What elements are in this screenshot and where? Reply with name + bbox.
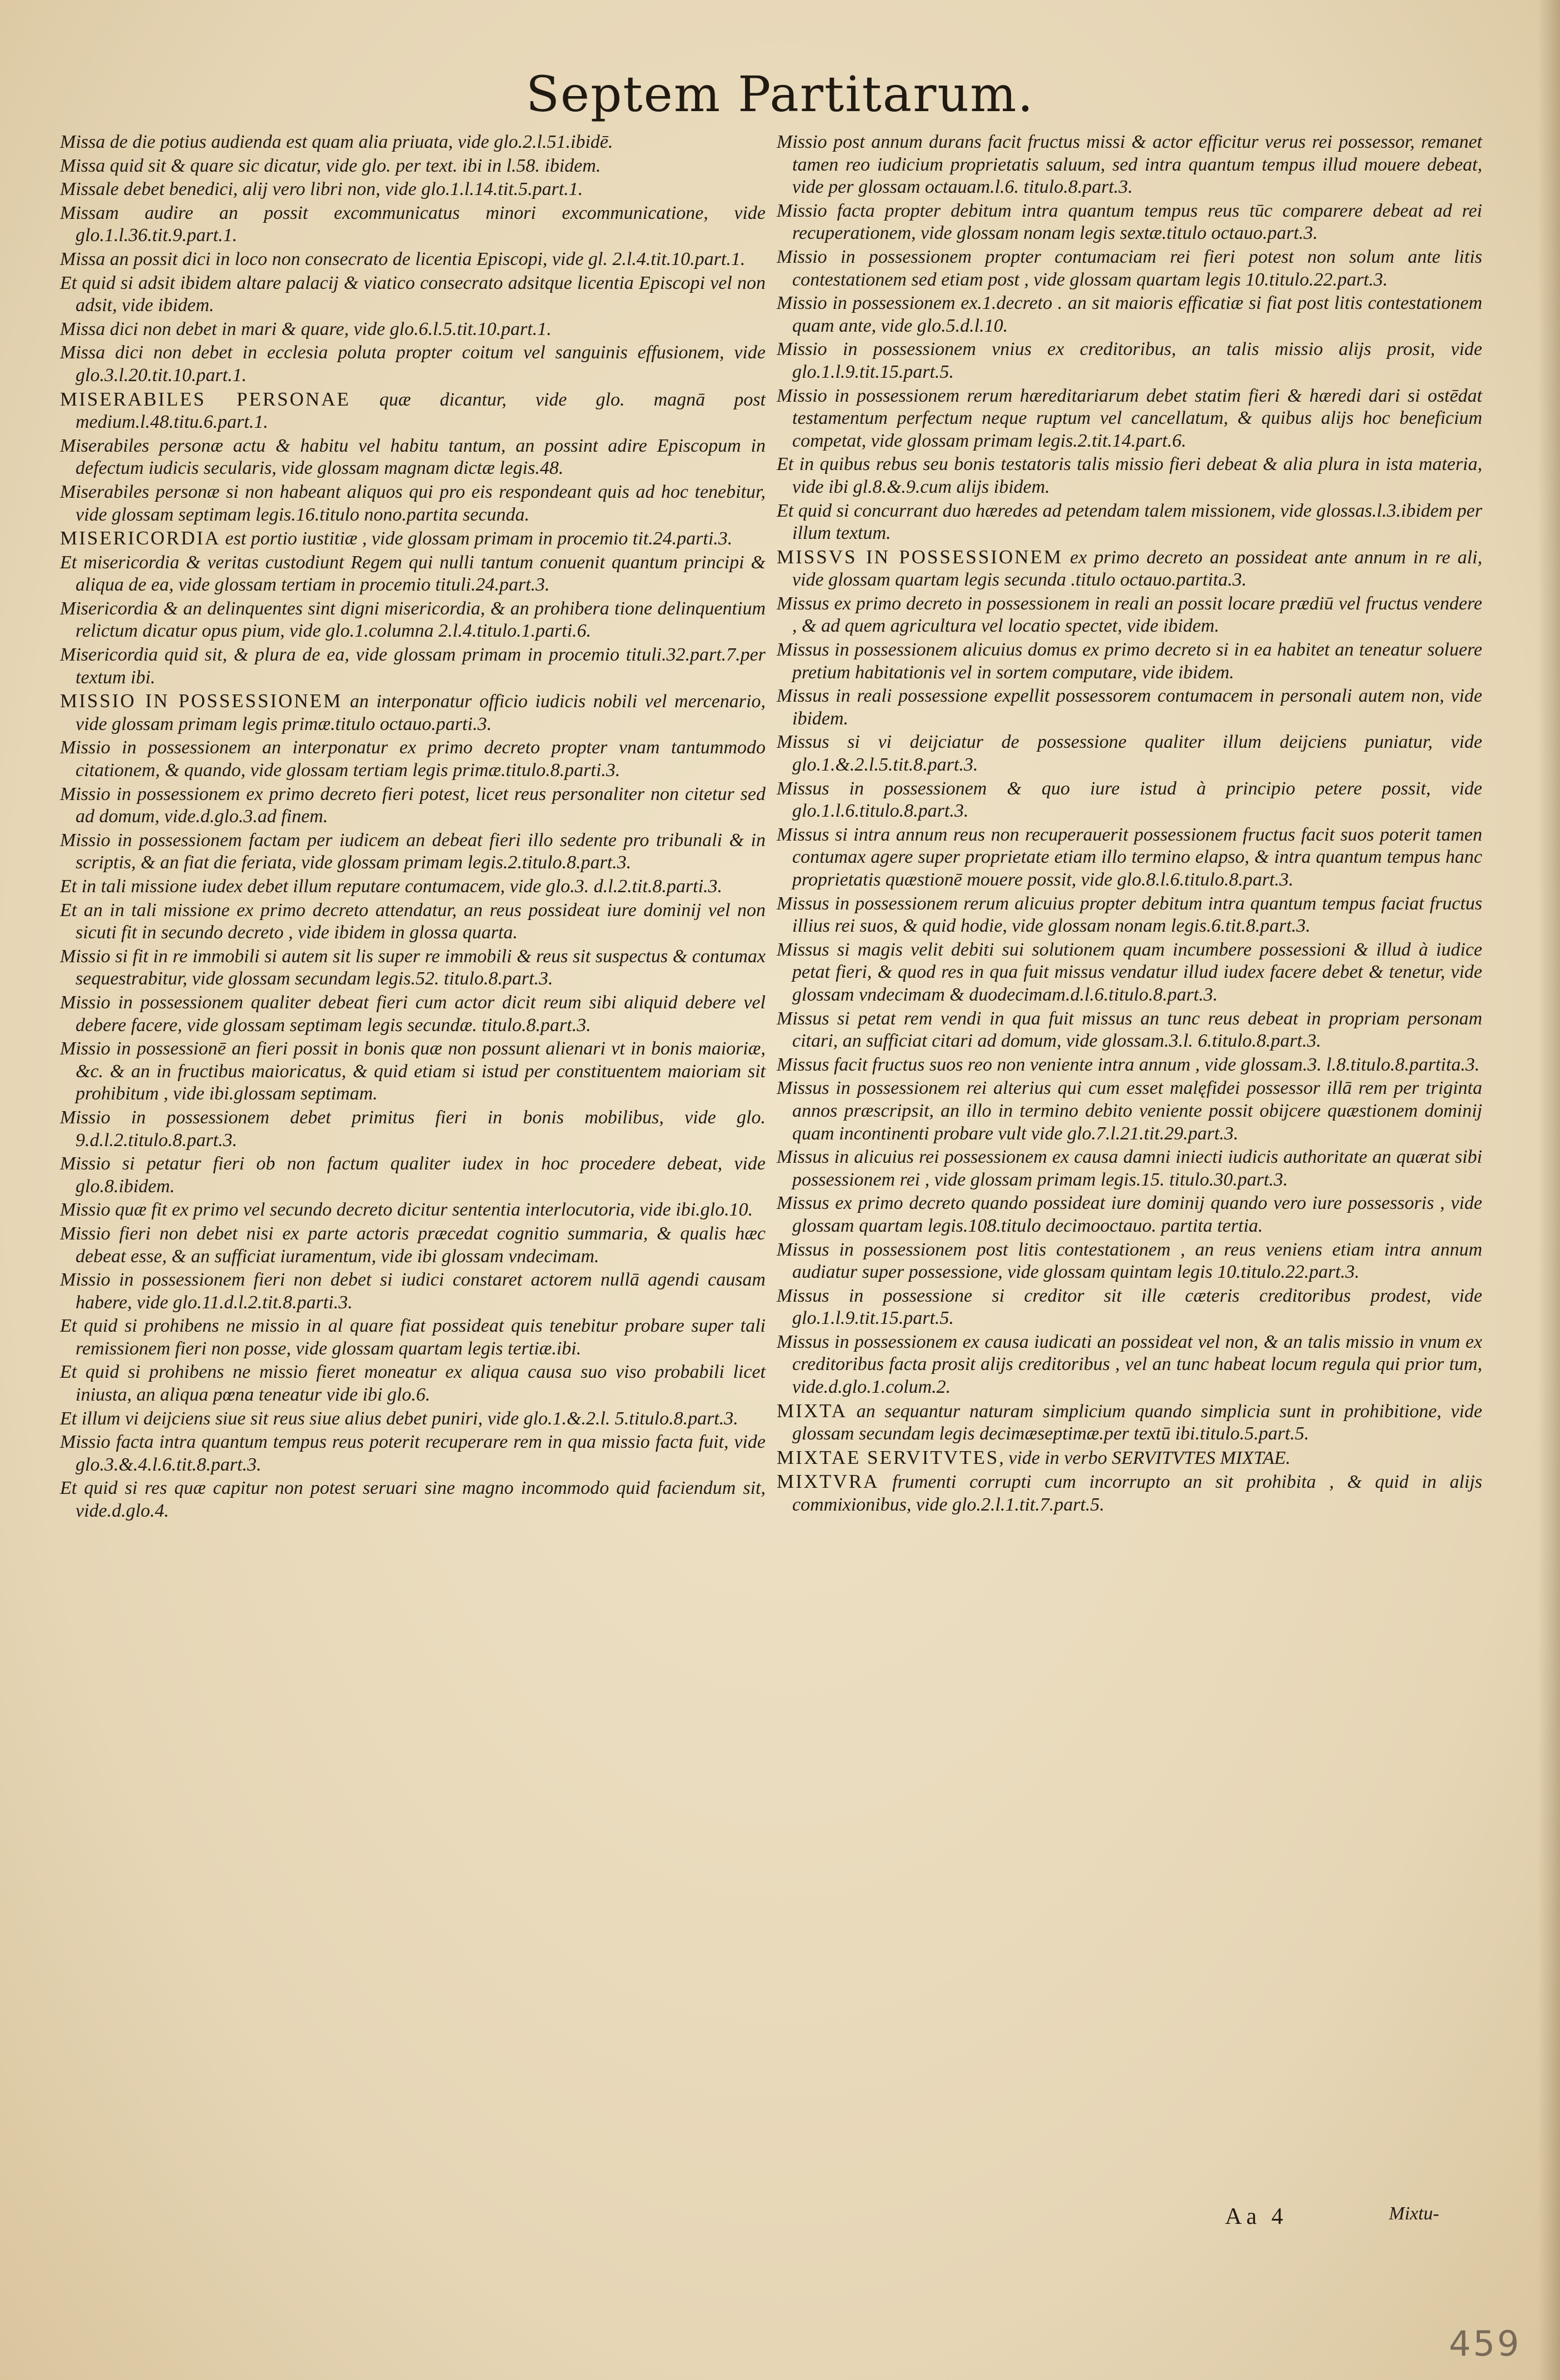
index-entry [60,737,766,782]
entry-text: Missio si petatur fieri ob non factum qualiter iudex in hoc procedere debeat, vide glo.8.ibidem. [60,1153,766,1197]
entry-text: Missus facit fructus suos reo non veniente intra annum , vide glossam.3. l.8.titulo.8.partita.3. [777,1054,1480,1075]
index-entry [60,1223,766,1268]
entry-headword: MISSVS IN POSSESSIONEM [777,546,1063,568]
entry-text: Missus si vi deijciatur de possessione qualiter illum deijciens puniatur, vide glo.1.&.2.l.5.tit.8.part.3. [777,732,1482,776]
entry-text: Et quid si concurrant duo hæredes ad petendam talem missionem, vide glossas.l.3.ibidem per illum textum. [777,500,1482,544]
entry-text: Missio fieri non debet nisi ex parte actoris præcedat cognitio summaria, & qualis hæc debeat esse, & an sufficiat iuramentum, vide ibi glossam vndecimam. [60,1223,766,1267]
entry-text: Missus in possessionem & quo iure istud à principio petere possit, vide glo.1.l.6.titulo.8.part.3. [777,778,1482,822]
entry-text: Et illum vi deijciens siue sit reus siue alius debet puniri, vide glo.1.&.2.l. 5.titulo.8.part.3. [60,1408,738,1429]
index-entry [60,342,766,387]
entry-text: Missus in possessionem rerum alicuius propter debitum intra quantum tempus faciat fructus illius rei suos, & quid hodie, vide glossam nonam legis.6.tit.8.part.3. [777,893,1482,937]
index-entry [777,200,1482,245]
index-entry [60,644,766,689]
entry-headword: MIXTAE SERVITVTES [777,1446,999,1468]
right-column [777,131,1482,1518]
index-entry [60,481,766,526]
entry-text: an interponatur officio iudicis nobili vel mercenario, vide glossam primam legis primæ.titulo octauo.parti.3. [76,691,766,734]
entry-text: Missio si fit in re immobili si autem sit lis super re immobili & reus sit suspectus & contumax sequestrabitur, vide glossam secundam legis.52. titulo.8.part.3. [60,946,766,989]
entry-text: Et quid si res quæ capitur non potest seruari sine magno incommodo quid faciendum sit, vide.d.glo.4. [60,1478,766,1522]
index-entry [777,1400,1482,1446]
entry-text: Missus si petat rem vendi in qua fuit missus an tunc reus debeat in propriam personam citari, an sufficiat citari ad domum, vide glossam.3.l. 6.titulo.8.part.3. [777,1008,1482,1052]
index-entry [60,202,766,247]
index-entry [777,292,1482,337]
entry-text: Et quid si prohibens ne missio fieret moneatur ex aliqua causa suo viso probabili licet iniusta, an aliqua pœna teneatur vide ibi glo.6. [60,1362,766,1406]
entry-text: Missio facta intra quantum tempus reus poterit recuperare rem in qua missio facta fuit, vide glo.3.&.4.l.6.tit.8.part.3. [60,1432,766,1475]
entry-headword: MIXTVRA [777,1471,879,1493]
entry-text: Missa an possit dici in loco non consecrato de licentia Episcopi, vide gl. 2.l.4.tit.10.part.1. [60,248,746,269]
index-entry [777,246,1482,291]
entry-text: Missale debet benedici, alij vero libri non, vide glo.1.l.14.tit.5.part.1. [60,179,583,200]
index-entry [60,899,766,944]
entry-text: Missus in possessionem rei alterius qui cum esset malęfidei possessor illā rem per triginta annos præscripsit, an illo in termino debito veniente possit obijcere quæstionem dominij quam incontinenti probare vult vide glo.7.l.21.tit.29.part.3. [777,1078,1482,1144]
running-head: Septem Partitarum. [526,66,1034,123]
entry-text: Missus si magis velit debiti sui solutionem quam incumbere possessioni & illud à iudice petat fieri, & quod res in qua fuit missus vendatur illud iudex facere debet & tenetur, vide glossam vndecimam & duodecimam.d.l.6.titulo.8.part.3. [777,939,1482,1005]
index-entry [777,939,1482,1007]
index-entry [60,1361,766,1406]
index-entry [60,1315,766,1360]
entry-headword: MISSIO IN POSSESSIONEM [60,690,343,712]
index-entry [777,1192,1482,1237]
entry-text: Missus in possessionem post litis contestationem , an reus veniens etiam intra annum audiatur super possessione, vide glossam quintam legis 10.titulo.22.part.3. [777,1239,1482,1283]
entry-text: Et quid si adsit ibidem altare palacij & viatico consecrato adsitque licentia Episcopi vel non adsit, vide ibidem. [60,272,766,316]
entry-text: Missio facta propter debitum intra quantum tempus reus tūc comparere debeat ad rei recuperationem, vide glossam nonam legis sextæ.titulo octauo.part.3. [777,200,1482,244]
entry-text: Miserabiles personæ actu & habitu vel habitu tantum, an possint adire Episcopum in defectum iudicis secularis, vide glossam magnam dictæ legis.48. [60,435,766,479]
index-entry [60,690,766,736]
entry-text: Missus ex primo decreto quando possideat iure dominij quando vero iure possessoris , vide glossam quartam legis.108.titulo decimooctauo. partita tertia. [777,1193,1482,1236]
index-entry [777,500,1482,545]
entry-text: Miserabiles personæ si non habeant aliquos qui pro eis respondeant quis ad hoc tenebitur, vide glossam septimam legis.16.titulo nono.partita secunda. [60,481,766,525]
entry-text: Missio in possessionem propter contumaciam rei fieri potest non solum ante litis contestationem sed etiam post , vide glossam quartam legis 10.titulo.22.part.3. [777,246,1482,290]
entry-text: Missus in possessione si creditor sit ille cæteris creditoribus prodest, vide glo.1.l.9.tit.15.part.5. [777,1285,1482,1329]
index-entry [777,1447,1482,1470]
index-entry [60,552,766,597]
index-entry [60,946,766,991]
entry-text: est portio iustitiæ , vide glossam primam in procemio tit.24.parti.3. [220,528,733,549]
entry-text: Missus in possessionem ex causa iudicati an possideat vel non, & an talis missio in vnum ex creditoribus facta prosit alijs creditoribus , vel an tunc habeat locum regula qui prior tum, vide.d.glo.1.colum.2. [777,1331,1482,1398]
entry-text: Missio in possessionem fieri non debet si iudici constaret actorem nullā agendi causam habere, vide glo.11.d.l.2.tit.8.parti.3. [60,1269,766,1313]
index-entry [60,388,766,434]
index-entry [60,1269,766,1314]
entry-text: Missio in possessionem ex primo decreto fieri potest, licet reus personaliter non citetur sed ad domum, vide.d.glo.3.ad finem. [60,783,766,827]
index-entry [60,1107,766,1152]
entry-text: Missa dici non debet in mari & quare, vide glo.6.l.5.tit.10.part.1. [60,318,552,339]
entry-text: Missio in possessionem factam per iudicem an debeat fieri illo sedente pro tribunali & in scriptis, & an fiat die feriata, vide glossam primam legis.2.titulo.8.part.3. [60,829,766,873]
index-entry [60,435,766,480]
index-entry [60,829,766,874]
index-entry [777,824,1482,892]
entry-text: Missio in possessionem vnius ex creditoribus, an talis missio alijs prosit, vide glo.1.l.9.tit.15.part.5. [777,339,1482,382]
index-entry [777,453,1482,498]
entry-text: Missio in possessionem rerum hæreditariarum debet statim fieri & hæredi dari si ostēdat testamentum perfectum neque ruptum vel cancellatum, & quibus alijs hoc beneficium competat, vide glossam primam legis.2.tit.14.part.6. [777,385,1482,451]
catchword: Mixtu- [1389,2203,1439,2224]
index-entry [777,338,1482,383]
index-entry [60,527,766,551]
index-entry [60,783,766,828]
entry-text: Missus in reali possessione expellit possessorem contumacem in personali autem non, vide ibidem. [777,686,1482,729]
entry-headword: MIXTA [777,1399,847,1422]
entry-text: Misericordia & an delinquentes sint digni misericordia, & an prohibera tione delinquentium relictum dicatur opus pium, vide glo.1.columna 2.l.4.titulo.1.parti.6. [60,598,766,642]
entry-text: Missa dici non debet in ecclesia poluta propter coitum vel sanguinis effusionem, vide glo.3.l.20.tit.10.part.1. [60,342,766,386]
index-entry [777,731,1482,776]
index-entry [777,593,1482,638]
index-entry [777,1471,1482,1516]
index-entry [60,131,766,154]
entry-text: , vide in verbo SERVITVTES MIXTAE. [999,1447,1291,1468]
entry-text: Missus in alicuius rei possessionem ex causa damni iniecti iudicis authoritate an quærat sibi possessionem rei , vide glossam primam legis.15. titulo.30.part.3. [777,1147,1482,1190]
entry-headword: MISERICORDIA [60,527,221,549]
entry-text: Et an in tali missione ex primo decreto attendatur, an reus possideat iure dominij vel non sicuti fit in secundo decreto , vide ibidem in glossa quarta. [60,899,766,943]
index-entry [60,272,766,317]
index-entry [777,1077,1482,1145]
signature-mark: Aa 4 [1225,2204,1288,2229]
entry-text: Missus si intra annum reus non recuperauerit possessionem fructus facit suos poterit tamen contumax agere super proprietate etiam illo termino elapso, & intra quantum tempus hanc proprietatis quæstionē mouere possit, vide glo.8.l.6.titulo.8.part.3. [777,824,1482,890]
index-entry [777,131,1482,199]
index-entry [777,893,1482,938]
entry-text: Missa de die potius audienda est quam alia priuata, vide glo.2.l.51.ibidē. [60,132,613,152]
entry-text: an sequantur naturam simplicium quando simplicia sunt in prohibitione, vide glossam secundam legis decimæseptimæ.per textū ibi.titulo.5.part.5. [792,1401,1482,1444]
left-column [60,131,766,1524]
entry-headword: MISERABILES PERSONAE [60,388,351,410]
index-entry [777,1239,1482,1284]
entry-text: Missam audire an possit excommunicatus minori excommunicatione, vide glo.1.l.36.tit.9.part.1. [60,202,766,246]
entry-text: Missus ex primo decreto in possessionem in reali an possit locare prædiū vel fructus vendere , & ad quem agricultura vel locatio spectet, vide ibidem. [777,593,1482,637]
index-entry [60,1408,766,1431]
index-entry [60,1153,766,1198]
entry-text: Missio post annum durans facit fructus missi & actor efficitur verus rei possessor, remanet tamen reo iudicium proprietatis saluum, sed intra quantum tempus illud mouere debeat, vide per glossam octauam.l.6. titulo.8.part.3. [777,132,1482,198]
index-entry [60,1477,766,1522]
index-entry [60,1038,766,1106]
entry-text: quæ dicantur, vide glo. magnā post medium.l.48.titu.6.part.1. [76,389,766,433]
index-entry [777,1331,1482,1399]
entry-text: Missio quæ fit ex primo vel secundo decreto dicitur sententia interlocutoria, vide ibi.glo.10. [60,1199,753,1221]
entry-text: Misericordia quid sit, & plura de ea, vide glossam primam in procemio tituli.32.part.7.per textum ibi. [60,644,766,688]
index-entry [60,1431,766,1476]
entry-text: Missio in possessionē an fieri possit in bonis quæ non possunt alienari vt in bonis maioriæ, &c. & an in fructibus maioricatus, & quid etiam si istud per constituentem maioriam sit prohibitum , vide ibi.glossam septimam. [60,1038,766,1104]
index-entry [60,318,766,341]
index-entry [60,248,766,271]
entry-text: Et in quibus rebus seu bonis testatoris talis missio fieri debeat & alia plura in ista materia, vide ibi gl.8.&.9.cum alijs ibidem. [777,454,1482,497]
entry-text: frumenti corrupti cum incorrupto an sit prohibita , & quid in alijs commixionibus, vide glo.2.l.1.tit.7.part.5. [792,1472,1482,1516]
entry-text: Et quid si prohibens ne missio in al quare fiat possideat quis tenebitur probare super tali remissionem fieri non posse, vide glossam quartam legis tertiæ.ibi. [60,1316,766,1359]
index-entry [60,992,766,1037]
entry-text: Missio in possessionem ex.1.decreto . an sit maioris efficatiæ si fiat post litis contestationem quam ante, vide glo.5.d.l.10. [777,293,1482,336]
entry-text: Missus in possessionem alicuius domus ex primo decreto si in ea habitet an teneatur soluere pretium habitationis vel in sortem computare, vide ibidem. [777,639,1482,683]
index-entry [60,1199,766,1222]
index-entry [60,876,766,898]
entry-text: Et misericordia & veritas custodiunt Regem qui nulli tantum conuenit quantum principi & aliqua de ea, vide glossam tertiam in procemio tituli.24.part.3. [60,552,766,596]
entry-text: Missio in possessionem an interponatur ex primo decreto propter vnam tantummodo citationem, & quando, vide glossam tertiam legis primæ.titulo.8.parti.3. [60,737,766,781]
index-entry [777,385,1482,453]
entry-text: Missio in possessionem debet primitus fieri in bonis mobilibus, vide glo. 9.d.l.2.titulo.8.part.3. [60,1107,766,1151]
entry-text: Missa quid sit & quare sic dicatur, vide glo. per text. ibi in l.58. ibidem. [60,155,601,176]
folio-number: 459 [1449,2323,1522,2364]
index-entry [60,598,766,643]
index-entry [777,778,1482,823]
index-entry [777,546,1482,592]
index-entry [777,639,1482,684]
index-entry [60,155,766,178]
index-entry [777,1285,1482,1330]
index-entry [60,178,766,201]
index-entry [777,1054,1482,1077]
index-entry [777,1008,1482,1053]
entry-text: ex primo decreto an possideat ante annum in re ali, vide glossam quartam legis secunda .titulo octauo.partita.3. [792,547,1482,591]
page-edge-shadow [1538,0,1560,2380]
entry-text: Et in tali missione iudex debet illum reputare contumacem, vide glo.3. d.l.2.tit.8.parti.3. [60,876,723,897]
index-entry [777,685,1482,730]
index-entry [777,1146,1482,1191]
entry-text: Missio in possessionem qualiter debeat fieri cum actor dicit reum sibi aliquid debere vel debere facere, vide glossam septimam legis secundæ. titulo.8.part.3. [60,992,766,1036]
